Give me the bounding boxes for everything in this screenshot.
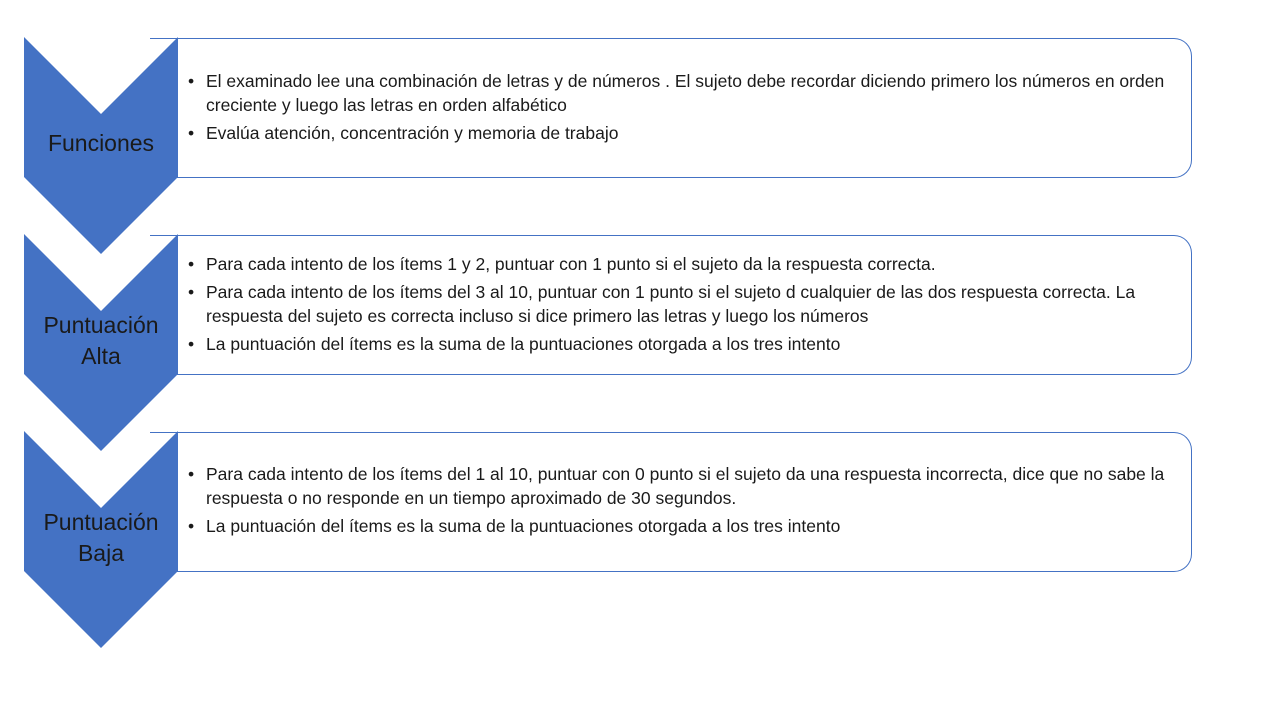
chevron-label-line: Baja [77, 540, 125, 566]
bullet-item: • Para cada intento de los ítems del 3 al 10, puntuar con 1 punto si el sujeto d cualquier de las dos respuesta correcta. La respuesta del sujeto es correcta incluso si dice primero las letras y luego los números [188, 280, 1173, 328]
chevron-label [24, 310, 178, 372]
bullet-item: • Para cada intento de los ítems del 1 al 10, puntuar con 0 punto si el sujeto da una respuesta incorrecta, dice que no sabe la respuesta o no responde en un tiempo aproximado de 30 segundos. [188, 462, 1173, 510]
bullet-item: • Evalúa atención, concentración y memoria de trabajo [188, 121, 1173, 145]
chevron-puntuacion-baja [24, 431, 178, 648]
bullet-item: • La puntuación del ítems es la suma de la puntuaciones otorgada a los tres intento [188, 332, 1173, 356]
chevron-label-line: Puntuación [43, 312, 159, 338]
bullet-item: • El examinado lee una combinación de letras y de números . El sujeto debe recordar diciendo primero los números en orden creciente y luego las letras en orden alfabético [188, 69, 1173, 117]
row-puntuacion-alta [0, 197, 1280, 417]
chevron-label: Funciones [47, 130, 155, 156]
bullet-item: • Para cada intento de los ítems 1 y 2, puntuar con 1 punto si el sujeto da la respuesta correcta. [188, 252, 1173, 276]
text-box-puntuacion-alta [150, 235, 1192, 375]
chevron-label-line: Puntuación [43, 509, 159, 535]
chevron-label-line: Alta [81, 343, 121, 369]
text-box-funciones [150, 38, 1192, 178]
bullet-list [188, 69, 1173, 149]
row-funciones [0, 0, 1280, 220]
row-puntuacion-baja [0, 394, 1280, 614]
text-box-puntuacion-baja [150, 432, 1192, 572]
bullet-list [188, 252, 1173, 360]
bullet-list [188, 462, 1173, 542]
chevron-label [24, 507, 178, 569]
bullet-item: • La puntuación del ítems es la suma de la puntuaciones otorgada a los tres intento [188, 514, 1173, 538]
